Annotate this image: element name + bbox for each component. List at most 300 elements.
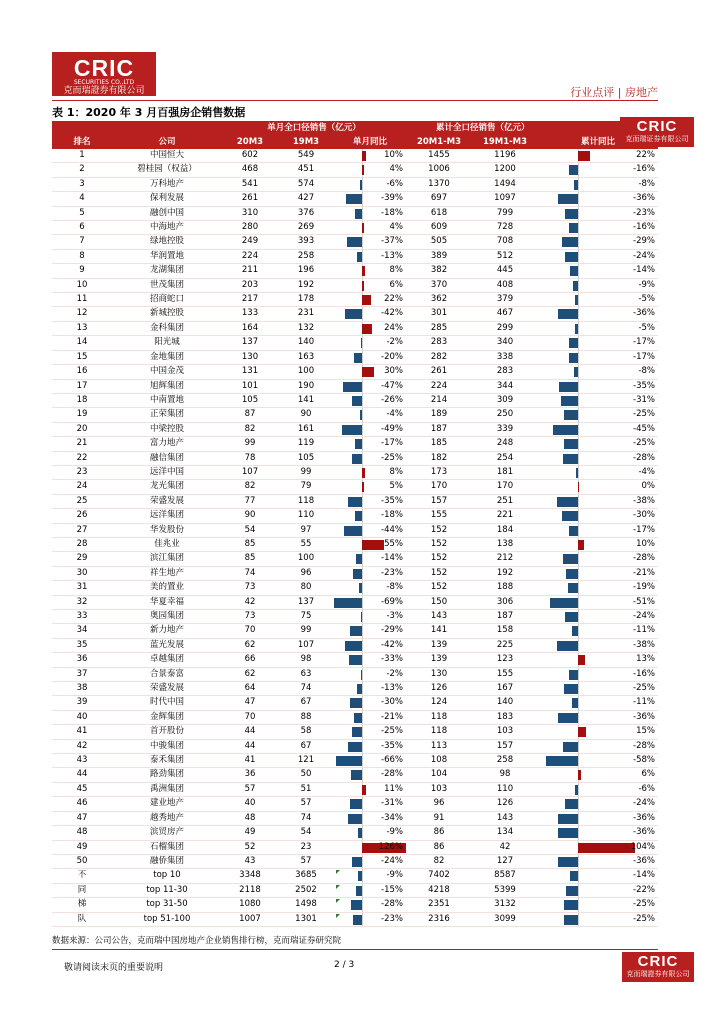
cumulative-yoy-cell-value: -8% [638, 178, 655, 189]
cumulative-yoy-cell [538, 422, 658, 436]
rank-cell: 20 [52, 422, 112, 436]
m19-cell: 451 [278, 163, 334, 177]
cumulative-yoy-cell-bar [575, 324, 578, 334]
m19-cell: 196 [278, 264, 334, 278]
c19-cell: 123 [472, 653, 538, 667]
rank-cell: 36 [52, 653, 112, 667]
m20-cell: 87 [222, 408, 278, 422]
table-row [52, 307, 658, 321]
cumulative-yoy-cell-value: -25% [633, 899, 655, 910]
cumulative-yoy-cell-axis [578, 423, 579, 436]
m19-cell: 549 [278, 149, 334, 163]
header-divider [52, 100, 658, 101]
monthly-yoy-cell-value: -15% [381, 884, 403, 895]
monthly-yoy-cell-value: -13% [381, 683, 403, 694]
c20-cell: 130 [406, 667, 472, 681]
c20-cell: 283 [406, 336, 472, 350]
table-row [52, 393, 658, 407]
rank-cell: 15 [52, 350, 112, 364]
m19-cell: 3685 [278, 869, 334, 883]
m20-cell: 48 [222, 811, 278, 825]
cumulative-yoy-cell-value: -24% [633, 798, 655, 809]
m19-cell: 178 [278, 293, 334, 307]
monthly-yoy-cell-bar [347, 237, 362, 247]
monthly-yoy-cell-value: 55% [384, 538, 403, 549]
m20-cell: 74 [222, 566, 278, 580]
c19-cell: 799 [472, 206, 538, 220]
cumulative-yoy-cell [538, 278, 658, 292]
monthly-yoy-cell [334, 206, 406, 220]
monthly-yoy-cell [334, 840, 406, 854]
cumulative-yoy-cell-bar [564, 439, 578, 449]
cumulative-yoy-cell-axis [578, 365, 579, 378]
c20-cell: 124 [406, 696, 472, 710]
c19-cell: 445 [472, 264, 538, 278]
rank-cell: 26 [52, 509, 112, 523]
monthly-yoy-cell-bar [346, 194, 362, 204]
m19-cell: 393 [278, 235, 334, 249]
cumulative-yoy-cell [538, 710, 658, 724]
monthly-yoy-cell-value: -34% [381, 812, 403, 823]
cumulative-yoy-cell-bar [561, 396, 578, 406]
company-cell: 泰禾集团 [112, 754, 222, 768]
m19-cell: 63 [278, 667, 334, 681]
monthly-yoy-cell-axis [362, 509, 363, 522]
m20-cell: 164 [222, 321, 278, 335]
company-cell: 中梁控股 [112, 422, 222, 436]
m19-cell: 141 [278, 393, 334, 407]
brand-sub-en: SECURITIES CO.,LTD [73, 79, 135, 86]
monthly-yoy-cell-bar [350, 626, 362, 636]
m20-cell: 64 [222, 682, 278, 696]
c19-cell: 1494 [472, 177, 538, 191]
cumulative-yoy-cell-bar [578, 151, 590, 161]
rank-cell: 4 [52, 192, 112, 206]
c19-cell: 225 [472, 638, 538, 652]
monthly-yoy-cell [334, 494, 406, 508]
m20-cell: 44 [222, 725, 278, 739]
monthly-yoy-cell-axis [362, 495, 363, 508]
cumulative-yoy-cell-bar [569, 223, 578, 233]
c19-cell: 338 [472, 350, 538, 364]
cumulative-yoy-cell-bar [578, 727, 586, 737]
table-row [52, 725, 658, 739]
m19-cell: 376 [278, 206, 334, 220]
cumulative-yoy-cell-axis [578, 913, 579, 926]
m20-cell: 3348 [222, 869, 278, 883]
monthly-yoy-cell [334, 437, 406, 451]
monthly-yoy-cell-bar [334, 598, 362, 608]
c20-cell: 189 [406, 408, 472, 422]
rank-cell: 29 [52, 552, 112, 566]
monthly-yoy-cell-value: 10% [384, 150, 403, 160]
monthly-yoy-cell-value: -21% [381, 711, 403, 722]
cumulative-yoy-cell [538, 494, 658, 508]
cumulative-yoy-cell [538, 192, 658, 206]
monthly-yoy-cell-bar [362, 295, 371, 305]
m20-cell: 44 [222, 739, 278, 753]
monthly-yoy-cell [334, 264, 406, 278]
company-cell: 远洋中国 [112, 465, 222, 479]
cumulative-yoy-cell-bar [562, 511, 579, 521]
monthly-yoy-cell-bar [355, 209, 362, 219]
c19-cell: 103 [472, 725, 538, 739]
monthly-yoy-cell-axis [362, 567, 363, 580]
c20-cell: 261 [406, 365, 472, 379]
cumulative-yoy-cell-axis [578, 552, 579, 565]
cumulative-yoy-cell-bar [578, 482, 579, 492]
cumulative-yoy-cell-axis [578, 639, 579, 652]
monthly-yoy-cell-bar [362, 482, 364, 492]
c20-cell: 505 [406, 235, 472, 249]
c20-cell: 108 [406, 754, 472, 768]
m19-cell: 140 [278, 336, 334, 350]
monthly-yoy-cell [334, 163, 406, 177]
m19-cell: 427 [278, 192, 334, 206]
table-row [52, 336, 658, 350]
m19-cell: 1301 [278, 912, 334, 926]
monthly-yoy-cell-marker-icon [336, 870, 340, 874]
monthly-yoy-cell [334, 321, 406, 335]
table-row [52, 235, 658, 249]
monthly-yoy-cell-bar [360, 410, 362, 420]
m19-cell: 107 [278, 638, 334, 652]
m20-cell: 78 [222, 451, 278, 465]
cumulative-yoy-cell [538, 653, 658, 667]
monthly-yoy-cell-axis [362, 380, 363, 393]
c19-cell: 1196 [472, 149, 538, 163]
c19-cell: 8587 [472, 869, 538, 883]
monthly-yoy-cell-value: -35% [381, 495, 403, 506]
cumulative-yoy-cell-bar [559, 382, 578, 392]
company-cell: 卓越集团 [112, 653, 222, 667]
column-header-row [52, 135, 658, 149]
table-row [52, 278, 658, 292]
rank-cell: 35 [52, 638, 112, 652]
rank-cell: 45 [52, 782, 112, 796]
company-cell: 越秀地产 [112, 811, 222, 825]
monthly-yoy-cell-value: -29% [381, 625, 403, 636]
cumulative-yoy-cell-axis [578, 509, 579, 522]
monthly-yoy-cell-value: 4% [389, 164, 403, 175]
cumulative-yoy-cell-axis [578, 408, 579, 421]
table-row [52, 293, 658, 307]
cumulative-yoy-cell-value: -28% [633, 553, 655, 564]
cumulative-yoy-cell-bar [566, 569, 578, 579]
m20-cell: 261 [222, 192, 278, 206]
table-row [52, 710, 658, 724]
cumulative-yoy-cell-axis [578, 178, 579, 191]
cumulative-yoy-cell-axis [578, 668, 579, 681]
c20-cell: 697 [406, 192, 472, 206]
company-cell: 石榴集团 [112, 840, 222, 854]
monthly-yoy-cell-axis [362, 797, 363, 810]
c20-cell: 2316 [406, 912, 472, 926]
c20-cell: 282 [406, 350, 472, 364]
m20-cell: 107 [222, 465, 278, 479]
table-row [52, 264, 658, 278]
rank-cell: 8 [52, 249, 112, 263]
monthly-yoy-cell-bar [362, 324, 372, 334]
company-cell: 美的置业 [112, 581, 222, 595]
c19-cell: 728 [472, 221, 538, 235]
cumulative-yoy-cell-value: -17% [633, 337, 655, 348]
monthly-yoy-cell-value: 8% [389, 265, 403, 276]
cumulative-yoy-cell [538, 465, 658, 479]
monthly-yoy-cell-value: 24% [384, 322, 403, 333]
c19-cell: 212 [472, 552, 538, 566]
monthly-yoy-cell-bar [351, 900, 362, 910]
monthly-yoy-cell [334, 350, 406, 364]
table-row [52, 465, 658, 479]
cumulative-yoy-cell-value: -30% [633, 510, 655, 521]
rank-cell: 30 [52, 566, 112, 580]
m19-cell: 258 [278, 249, 334, 263]
rank-cell: 17 [52, 379, 112, 393]
rank-cell: 2 [52, 163, 112, 177]
c19-cell: 379 [472, 293, 538, 307]
rank-cell: 5 [52, 206, 112, 220]
cumulative-yoy-cell [538, 307, 658, 321]
monthly-yoy-cell [334, 653, 406, 667]
company-cell: 龙光集团 [112, 480, 222, 494]
company-cell: 首开股份 [112, 725, 222, 739]
monthly-yoy-cell-value: -14% [381, 553, 403, 564]
cumulative-yoy-cell-value: -28% [633, 740, 655, 751]
table-row [52, 422, 658, 436]
c19-cell: 158 [472, 624, 538, 638]
table-row [52, 595, 658, 609]
monthly-yoy-cell-axis [362, 898, 363, 911]
monthly-yoy-cell [334, 177, 406, 191]
cumulative-yoy-cell-bar [564, 410, 578, 420]
cumulative-yoy-cell-value: -25% [633, 438, 655, 449]
c20-cell: 139 [406, 638, 472, 652]
m20-cell: 85 [222, 552, 278, 566]
col-20m3: 20M3 [222, 135, 278, 149]
monthly-yoy-cell-value: -8% [386, 582, 403, 593]
c20-cell: 187 [406, 422, 472, 436]
table-row [52, 192, 658, 206]
cumulative-yoy-cell-bar [562, 237, 578, 247]
monthly-yoy-cell-axis [362, 740, 363, 753]
monthly-yoy-cell-value: -9% [386, 870, 403, 881]
monthly-yoy-cell-axis [362, 682, 363, 695]
c19-cell: 5399 [472, 883, 538, 897]
c19-cell: 143 [472, 811, 538, 825]
table-row [52, 249, 658, 263]
table-row [52, 350, 658, 364]
monthly-yoy-cell-bar [348, 742, 362, 752]
monthly-yoy-cell-value: 6% [389, 279, 403, 290]
table-title: 表 1：2020 年 3 月百强房企销售数据 [52, 106, 246, 119]
monthly-yoy-cell-value: 5% [389, 481, 403, 492]
cumulative-yoy-cell-value: -9% [638, 279, 655, 290]
rank-cell: 31 [52, 581, 112, 595]
cumulative-yoy-cell [538, 437, 658, 451]
cumulative-yoy-cell [538, 869, 658, 883]
c20-cell: 104 [406, 768, 472, 782]
company-cell: 金辉集团 [112, 710, 222, 724]
monthly-yoy-cell [334, 610, 406, 624]
table-row [52, 768, 658, 782]
rank-cell: 34 [52, 624, 112, 638]
monthly-yoy-cell-axis [362, 884, 363, 897]
c20-cell: 118 [406, 710, 472, 724]
m19-cell: 67 [278, 739, 334, 753]
company-cell: 新力地产 [112, 624, 222, 638]
rank-cell: 22 [52, 451, 112, 465]
monthly-yoy-cell-value: 8% [389, 466, 403, 477]
monthly-yoy-cell-value: -2% [386, 668, 403, 679]
table-row [52, 912, 658, 926]
cumulative-yoy-cell-axis [578, 524, 579, 537]
cumulative-yoy-cell [538, 408, 658, 422]
monthly-yoy-cell-value: -17% [381, 438, 403, 449]
monthly-yoy-cell [334, 725, 406, 739]
rank-cell: 梯 [52, 898, 112, 912]
m20-cell: 42 [222, 595, 278, 609]
monthly-yoy-cell-axis [362, 653, 363, 666]
footer-brand-logo: CRIC 克而瑞證券有限公司 [622, 952, 694, 982]
monthly-yoy-cell-bar [362, 540, 384, 550]
cumulative-yoy-cell [538, 797, 658, 811]
monthly-yoy-cell-value: -4% [386, 409, 403, 420]
cumulative-yoy-cell [538, 480, 658, 494]
table-row [52, 667, 658, 681]
monthly-yoy-cell [334, 509, 406, 523]
monthly-yoy-cell-bar [352, 396, 362, 406]
cumulative-yoy-cell-axis [578, 163, 579, 176]
cumulative-yoy-cell-bar [558, 713, 578, 723]
cumulative-yoy-cell [538, 336, 658, 350]
m19-cell: 50 [278, 768, 334, 782]
m20-cell: 541 [222, 177, 278, 191]
m20-cell: 130 [222, 350, 278, 364]
c19-cell: 183 [472, 710, 538, 724]
cumulative-yoy-cell-value: -31% [633, 394, 655, 405]
rank-cell: 39 [52, 696, 112, 710]
col-20m1-m3: 20M1-M3 [406, 135, 472, 149]
c19-cell: 126 [472, 797, 538, 811]
monthly-yoy-cell-value: -39% [381, 193, 403, 204]
cumulative-yoy-cell-value: -14% [633, 265, 655, 276]
monthly-yoy-cell-axis [362, 596, 363, 609]
cumulative-yoy-cell-value: -23% [633, 207, 655, 218]
c20-cell: 1006 [406, 163, 472, 177]
m20-cell: 66 [222, 653, 278, 667]
monthly-yoy-cell-value: -28% [381, 769, 403, 780]
c20-cell: 86 [406, 826, 472, 840]
cumulative-yoy-cell [538, 883, 658, 897]
disclaimer-note: 敬请阅读末页的重要说明 [64, 963, 164, 973]
c19-cell: 1097 [472, 192, 538, 206]
cumulative-yoy-cell-value: -36% [633, 855, 655, 866]
monthly-yoy-cell [334, 912, 406, 926]
company-cell: 碧桂园（权益） [112, 163, 222, 177]
monthly-yoy-cell-value: -18% [381, 510, 403, 521]
cumulative-yoy-cell-axis [578, 855, 579, 868]
m19-cell: 97 [278, 523, 334, 537]
monthly-yoy-cell-value: -37% [381, 236, 403, 247]
cumulative-yoy-cell [538, 667, 658, 681]
monthly-yoy-cell-value: -24% [381, 855, 403, 866]
m19-cell: 55 [278, 537, 334, 551]
monthly-yoy-cell-value: -9% [386, 827, 403, 838]
monthly-yoy-cell-value: -20% [381, 351, 403, 362]
col-cumulative-yoy: 累计同比 [538, 135, 658, 149]
cumulative-yoy-cell-value: -22% [633, 884, 655, 895]
table-row [52, 321, 658, 335]
monthly-yoy-cell-value: 22% [384, 294, 403, 305]
monthly-yoy-cell [334, 293, 406, 307]
table-row [52, 437, 658, 451]
cumulative-yoy-cell [538, 638, 658, 652]
rank-cell: 16 [52, 365, 112, 379]
monthly-yoy-cell [334, 811, 406, 825]
cumulative-yoy-cell [538, 206, 658, 220]
m20-cell: 40 [222, 797, 278, 811]
m19-cell: 269 [278, 221, 334, 235]
c20-cell: 214 [406, 393, 472, 407]
monthly-yoy-cell-bar [362, 281, 364, 291]
monthly-yoy-cell [334, 552, 406, 566]
cumulative-yoy-cell-bar [557, 641, 578, 651]
cumulative-yoy-cell-bar [563, 554, 578, 564]
c20-cell: 301 [406, 307, 472, 321]
table-row [52, 149, 658, 163]
cumulative-yoy-cell [538, 682, 658, 696]
cumulative-yoy-cell-value: 13% [636, 654, 655, 665]
rank-cell: 37 [52, 667, 112, 681]
monthly-yoy-cell-bar [352, 857, 362, 867]
company-cell: 禹洲集团 [112, 782, 222, 796]
cumulative-yoy-cell [538, 595, 658, 609]
monthly-yoy-cell [334, 739, 406, 753]
monthly-yoy-cell-value: -13% [381, 250, 403, 261]
m19-cell: 137 [278, 595, 334, 609]
m19-cell: 23 [278, 840, 334, 854]
cumulative-yoy-cell-bar [553, 425, 578, 435]
monthly-yoy-cell-bar [360, 180, 362, 190]
monthly-yoy-cell-axis [362, 812, 363, 825]
c19-cell: 408 [472, 278, 538, 292]
m20-cell: 82 [222, 422, 278, 436]
m20-cell: 52 [222, 840, 278, 854]
m20-cell: 217 [222, 293, 278, 307]
table-row [52, 898, 658, 912]
monthly-yoy-cell [334, 336, 406, 350]
cumulative-yoy-cell [538, 221, 658, 235]
company-cell: 华润置地 [112, 249, 222, 263]
monthly-yoy-cell-bar [361, 612, 362, 622]
monthly-yoy-cell-bar [354, 353, 362, 363]
monthly-yoy-cell [334, 537, 406, 551]
monthly-yoy-cell-value: -69% [381, 596, 403, 607]
cumulative-yoy-cell-axis [578, 754, 579, 767]
rank-cell: 24 [52, 480, 112, 494]
company-cell: 中骏集团 [112, 739, 222, 753]
monthly-yoy-cell-axis [362, 192, 363, 205]
cumulative-yoy-cell [538, 826, 658, 840]
c20-cell: 150 [406, 595, 472, 609]
cumulative-yoy-cell-bar [569, 670, 578, 680]
c20-cell: 91 [406, 811, 472, 825]
company-cell: top 51-100 [112, 912, 222, 926]
table-row [52, 696, 658, 710]
m20-cell: 310 [222, 206, 278, 220]
c19-cell: 306 [472, 595, 538, 609]
